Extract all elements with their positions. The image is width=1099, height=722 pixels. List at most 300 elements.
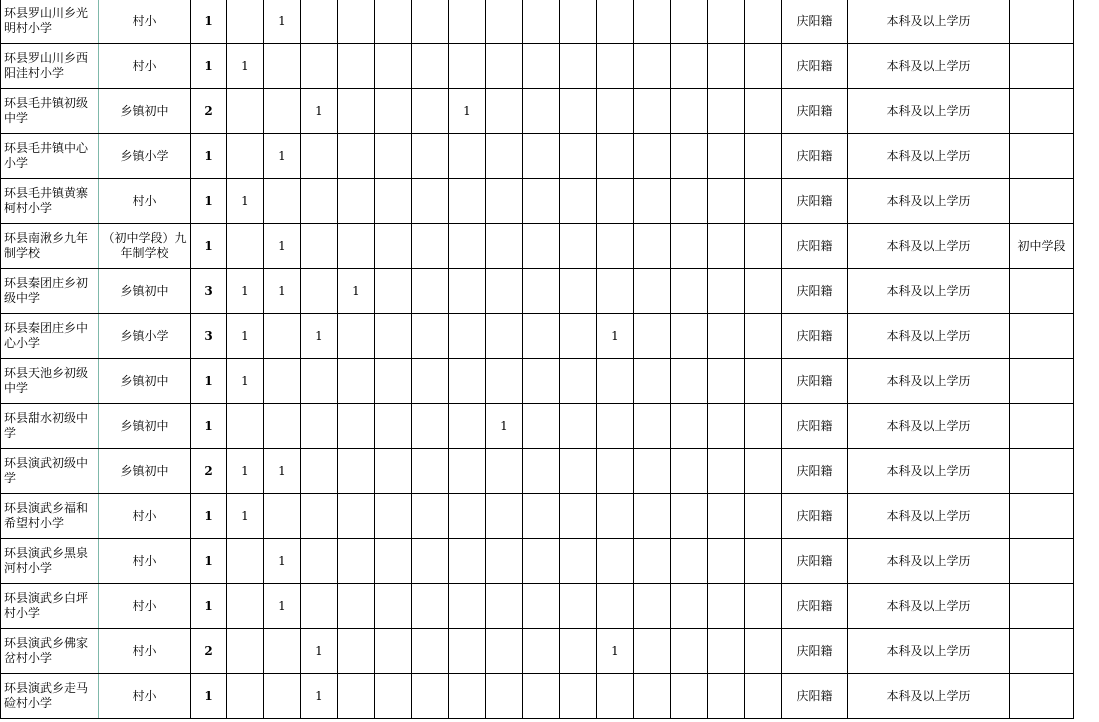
subject-count-cell[interactable] bbox=[523, 0, 560, 44]
subject-count-cell[interactable] bbox=[301, 494, 338, 539]
education-requirement-cell[interactable]: 本科及以上学历 bbox=[848, 269, 1010, 314]
subject-count-cell[interactable] bbox=[227, 224, 264, 269]
subject-count-cell[interactable] bbox=[560, 449, 597, 494]
subject-count-cell[interactable] bbox=[486, 89, 523, 134]
subject-count-cell[interactable] bbox=[634, 269, 671, 314]
subject-count-cell[interactable] bbox=[412, 404, 449, 449]
subject-count-cell[interactable] bbox=[227, 674, 264, 719]
subject-count-cell[interactable] bbox=[375, 179, 412, 224]
remark-cell[interactable] bbox=[1010, 674, 1074, 719]
subject-count-cell[interactable] bbox=[412, 134, 449, 179]
subject-count-cell[interactable] bbox=[375, 134, 412, 179]
school-name-cell[interactable]: 环县秦团庄乡中心小学 bbox=[1, 314, 99, 359]
subject-count-cell[interactable] bbox=[264, 314, 301, 359]
subject-count-cell[interactable] bbox=[708, 629, 745, 674]
subject-count-cell[interactable] bbox=[486, 674, 523, 719]
subject-count-cell[interactable] bbox=[375, 584, 412, 629]
subject-count-cell[interactable] bbox=[745, 674, 782, 719]
post-count-cell[interactable]: 1 bbox=[191, 359, 227, 404]
subject-count-cell[interactable] bbox=[301, 224, 338, 269]
subject-count-cell[interactable] bbox=[338, 89, 375, 134]
school-type-cell[interactable]: 村小 bbox=[99, 179, 191, 224]
subject-count-cell[interactable] bbox=[523, 584, 560, 629]
subject-count-cell[interactable] bbox=[597, 539, 634, 584]
subject-count-cell[interactable] bbox=[560, 179, 597, 224]
subject-count-cell[interactable] bbox=[449, 359, 486, 404]
subject-count-cell[interactable] bbox=[523, 359, 560, 404]
school-type-cell[interactable]: 乡镇初中 bbox=[99, 404, 191, 449]
subject-count-cell[interactable] bbox=[671, 629, 708, 674]
education-requirement-cell[interactable]: 本科及以上学历 bbox=[848, 404, 1010, 449]
subject-count-cell[interactable] bbox=[745, 629, 782, 674]
subject-count-cell[interactable] bbox=[745, 44, 782, 89]
subject-count-cell[interactable] bbox=[708, 674, 745, 719]
subject-count-cell[interactable]: 1 bbox=[486, 404, 523, 449]
subject-count-cell[interactable] bbox=[523, 44, 560, 89]
household-origin-cell[interactable]: 庆阳籍 bbox=[782, 314, 848, 359]
subject-count-cell[interactable] bbox=[634, 674, 671, 719]
post-count-cell[interactable]: 2 bbox=[191, 89, 227, 134]
subject-count-cell[interactable] bbox=[560, 44, 597, 89]
school-name-cell[interactable]: 环县罗山川乡光明村小学 bbox=[1, 0, 99, 44]
subject-count-cell[interactable] bbox=[412, 674, 449, 719]
education-requirement-cell[interactable]: 本科及以上学历 bbox=[848, 584, 1010, 629]
subject-count-cell[interactable] bbox=[227, 539, 264, 584]
school-name-cell[interactable]: 环县天池乡初级中学 bbox=[1, 359, 99, 404]
post-count-cell[interactable]: 1 bbox=[191, 404, 227, 449]
household-origin-cell[interactable]: 庆阳籍 bbox=[782, 224, 848, 269]
subject-count-cell[interactable] bbox=[708, 404, 745, 449]
subject-count-cell[interactable]: 1 bbox=[597, 314, 634, 359]
education-requirement-cell[interactable]: 本科及以上学历 bbox=[848, 179, 1010, 224]
subject-count-cell[interactable] bbox=[634, 44, 671, 89]
subject-count-cell[interactable]: 1 bbox=[227, 179, 264, 224]
school-name-cell[interactable]: 环县演武乡佛家岔村小学 bbox=[1, 629, 99, 674]
school-type-cell[interactable]: 村小 bbox=[99, 629, 191, 674]
subject-count-cell[interactable] bbox=[634, 539, 671, 584]
education-requirement-cell[interactable]: 本科及以上学历 bbox=[848, 494, 1010, 539]
subject-count-cell[interactable] bbox=[560, 224, 597, 269]
subject-count-cell[interactable] bbox=[412, 0, 449, 44]
subject-count-cell[interactable] bbox=[597, 89, 634, 134]
subject-count-cell[interactable] bbox=[634, 224, 671, 269]
subject-count-cell[interactable] bbox=[375, 89, 412, 134]
subject-count-cell[interactable] bbox=[745, 224, 782, 269]
remark-cell[interactable] bbox=[1010, 269, 1074, 314]
subject-count-cell[interactable] bbox=[338, 314, 375, 359]
subject-count-cell[interactable] bbox=[412, 584, 449, 629]
subject-count-cell[interactable]: 1 bbox=[264, 539, 301, 584]
post-count-cell[interactable]: 1 bbox=[191, 584, 227, 629]
subject-count-cell[interactable]: 1 bbox=[301, 314, 338, 359]
subject-count-cell[interactable] bbox=[597, 404, 634, 449]
school-type-cell[interactable]: 村小 bbox=[99, 0, 191, 44]
subject-count-cell[interactable] bbox=[597, 179, 634, 224]
subject-count-cell[interactable] bbox=[375, 314, 412, 359]
subject-count-cell[interactable] bbox=[449, 179, 486, 224]
subject-count-cell[interactable] bbox=[449, 314, 486, 359]
post-count-cell[interactable]: 2 bbox=[191, 629, 227, 674]
school-name-cell[interactable]: 环县演武乡福和希望村小学 bbox=[1, 494, 99, 539]
household-origin-cell[interactable]: 庆阳籍 bbox=[782, 674, 848, 719]
subject-count-cell[interactable]: 1 bbox=[227, 44, 264, 89]
subject-count-cell[interactable] bbox=[708, 134, 745, 179]
remark-cell[interactable] bbox=[1010, 359, 1074, 404]
subject-count-cell[interactable]: 1 bbox=[264, 134, 301, 179]
school-type-cell[interactable]: 村小 bbox=[99, 44, 191, 89]
subject-count-cell[interactable] bbox=[523, 629, 560, 674]
subject-count-cell[interactable] bbox=[560, 539, 597, 584]
subject-count-cell[interactable] bbox=[634, 179, 671, 224]
household-origin-cell[interactable]: 庆阳籍 bbox=[782, 44, 848, 89]
post-count-cell[interactable]: 1 bbox=[191, 494, 227, 539]
subject-count-cell[interactable] bbox=[523, 134, 560, 179]
subject-count-cell[interactable] bbox=[634, 359, 671, 404]
subject-count-cell[interactable] bbox=[338, 539, 375, 584]
remark-cell[interactable] bbox=[1010, 449, 1074, 494]
subject-count-cell[interactable] bbox=[486, 359, 523, 404]
subject-count-cell[interactable]: 1 bbox=[264, 224, 301, 269]
subject-count-cell[interactable] bbox=[523, 449, 560, 494]
subject-count-cell[interactable] bbox=[708, 89, 745, 134]
subject-count-cell[interactable] bbox=[486, 494, 523, 539]
subject-count-cell[interactable] bbox=[486, 179, 523, 224]
remark-cell[interactable] bbox=[1010, 44, 1074, 89]
subject-count-cell[interactable]: 1 bbox=[264, 0, 301, 44]
post-count-cell[interactable]: 2 bbox=[191, 449, 227, 494]
subject-count-cell[interactable] bbox=[560, 674, 597, 719]
remark-cell[interactable] bbox=[1010, 539, 1074, 584]
subject-count-cell[interactable] bbox=[301, 404, 338, 449]
subject-count-cell[interactable] bbox=[412, 494, 449, 539]
subject-count-cell[interactable] bbox=[375, 44, 412, 89]
subject-count-cell[interactable] bbox=[560, 0, 597, 44]
household-origin-cell[interactable]: 庆阳籍 bbox=[782, 539, 848, 584]
education-requirement-cell[interactable]: 本科及以上学历 bbox=[848, 629, 1010, 674]
subject-count-cell[interactable]: 1 bbox=[301, 674, 338, 719]
post-count-cell[interactable]: 1 bbox=[191, 0, 227, 44]
subject-count-cell[interactable] bbox=[412, 449, 449, 494]
school-type-cell[interactable]: 乡镇初中 bbox=[99, 449, 191, 494]
subject-count-cell[interactable] bbox=[708, 584, 745, 629]
subject-count-cell[interactable] bbox=[301, 0, 338, 44]
subject-count-cell[interactable] bbox=[338, 674, 375, 719]
subject-count-cell[interactable] bbox=[597, 134, 634, 179]
education-requirement-cell[interactable]: 本科及以上学历 bbox=[848, 44, 1010, 89]
subject-count-cell[interactable] bbox=[227, 629, 264, 674]
household-origin-cell[interactable]: 庆阳籍 bbox=[782, 404, 848, 449]
subject-count-cell[interactable] bbox=[708, 224, 745, 269]
remark-cell[interactable]: 初中学段 bbox=[1010, 224, 1074, 269]
subject-count-cell[interactable] bbox=[227, 404, 264, 449]
subject-count-cell[interactable] bbox=[227, 89, 264, 134]
school-name-cell[interactable]: 环县秦团庄乡初级中学 bbox=[1, 269, 99, 314]
subject-count-cell[interactable]: 1 bbox=[264, 449, 301, 494]
post-count-cell[interactable]: 1 bbox=[191, 674, 227, 719]
remark-cell[interactable] bbox=[1010, 584, 1074, 629]
subject-count-cell[interactable] bbox=[671, 179, 708, 224]
subject-count-cell[interactable] bbox=[375, 0, 412, 44]
subject-count-cell[interactable] bbox=[634, 134, 671, 179]
subject-count-cell[interactable] bbox=[375, 674, 412, 719]
subject-count-cell[interactable] bbox=[449, 584, 486, 629]
subject-count-cell[interactable] bbox=[745, 89, 782, 134]
subject-count-cell[interactable] bbox=[412, 224, 449, 269]
household-origin-cell[interactable]: 庆阳籍 bbox=[782, 269, 848, 314]
subject-count-cell[interactable] bbox=[486, 314, 523, 359]
subject-count-cell[interactable] bbox=[301, 449, 338, 494]
subject-count-cell[interactable] bbox=[412, 89, 449, 134]
subject-count-cell[interactable] bbox=[745, 269, 782, 314]
education-requirement-cell[interactable]: 本科及以上学历 bbox=[848, 314, 1010, 359]
subject-count-cell[interactable] bbox=[449, 674, 486, 719]
remark-cell[interactable] bbox=[1010, 404, 1074, 449]
subject-count-cell[interactable] bbox=[264, 674, 301, 719]
school-name-cell[interactable]: 环县演武乡黑泉河村小学 bbox=[1, 539, 99, 584]
subject-count-cell[interactable] bbox=[745, 539, 782, 584]
subject-count-cell[interactable] bbox=[597, 0, 634, 44]
subject-count-cell[interactable] bbox=[671, 0, 708, 44]
subject-count-cell[interactable] bbox=[338, 449, 375, 494]
subject-count-cell[interactable] bbox=[634, 404, 671, 449]
subject-count-cell[interactable] bbox=[449, 449, 486, 494]
school-type-cell[interactable]: 村小 bbox=[99, 539, 191, 584]
subject-count-cell[interactable] bbox=[412, 269, 449, 314]
subject-count-cell[interactable] bbox=[745, 314, 782, 359]
education-requirement-cell[interactable]: 本科及以上学历 bbox=[848, 539, 1010, 584]
subject-count-cell[interactable] bbox=[671, 404, 708, 449]
subject-count-cell[interactable] bbox=[708, 179, 745, 224]
school-name-cell[interactable]: 环县罗山川乡西阳洼村小学 bbox=[1, 44, 99, 89]
subject-count-cell[interactable] bbox=[375, 404, 412, 449]
subject-count-cell[interactable] bbox=[560, 134, 597, 179]
subject-count-cell[interactable] bbox=[301, 539, 338, 584]
school-type-cell[interactable]: 村小 bbox=[99, 494, 191, 539]
subject-count-cell[interactable] bbox=[523, 179, 560, 224]
subject-count-cell[interactable] bbox=[671, 584, 708, 629]
subject-count-cell[interactable] bbox=[745, 494, 782, 539]
subject-count-cell[interactable] bbox=[671, 89, 708, 134]
subject-count-cell[interactable] bbox=[708, 269, 745, 314]
household-origin-cell[interactable]: 庆阳籍 bbox=[782, 584, 848, 629]
subject-count-cell[interactable] bbox=[671, 449, 708, 494]
subject-count-cell[interactable] bbox=[597, 224, 634, 269]
subject-count-cell[interactable] bbox=[671, 359, 708, 404]
subject-count-cell[interactable] bbox=[449, 494, 486, 539]
subject-count-cell[interactable] bbox=[486, 629, 523, 674]
subject-count-cell[interactable] bbox=[634, 629, 671, 674]
post-count-cell[interactable]: 3 bbox=[191, 269, 227, 314]
subject-count-cell[interactable] bbox=[745, 359, 782, 404]
subject-count-cell[interactable] bbox=[301, 269, 338, 314]
subject-count-cell[interactable] bbox=[338, 179, 375, 224]
subject-count-cell[interactable] bbox=[227, 0, 264, 44]
subject-count-cell[interactable] bbox=[486, 44, 523, 89]
subject-count-cell[interactable] bbox=[264, 89, 301, 134]
remark-cell[interactable] bbox=[1010, 89, 1074, 134]
subject-count-cell[interactable] bbox=[523, 314, 560, 359]
subject-count-cell[interactable] bbox=[745, 584, 782, 629]
subject-count-cell[interactable] bbox=[597, 269, 634, 314]
household-origin-cell[interactable]: 庆阳籍 bbox=[782, 629, 848, 674]
school-name-cell[interactable]: 环县演武乡走马硷村小学 bbox=[1, 674, 99, 719]
subject-count-cell[interactable] bbox=[338, 0, 375, 44]
subject-count-cell[interactable] bbox=[264, 179, 301, 224]
subject-count-cell[interactable] bbox=[597, 449, 634, 494]
subject-count-cell[interactable] bbox=[523, 224, 560, 269]
school-name-cell[interactable]: 环县甜水初级中学 bbox=[1, 404, 99, 449]
household-origin-cell[interactable]: 庆阳籍 bbox=[782, 494, 848, 539]
subject-count-cell[interactable] bbox=[671, 494, 708, 539]
subject-count-cell[interactable] bbox=[523, 494, 560, 539]
subject-count-cell[interactable] bbox=[375, 224, 412, 269]
household-origin-cell[interactable]: 庆阳籍 bbox=[782, 179, 848, 224]
school-type-cell[interactable]: 村小 bbox=[99, 584, 191, 629]
education-requirement-cell[interactable]: 本科及以上学历 bbox=[848, 674, 1010, 719]
school-type-cell[interactable]: 乡镇初中 bbox=[99, 359, 191, 404]
subject-count-cell[interactable] bbox=[671, 269, 708, 314]
subject-count-cell[interactable] bbox=[634, 449, 671, 494]
post-count-cell[interactable]: 1 bbox=[191, 179, 227, 224]
subject-count-cell[interactable] bbox=[708, 449, 745, 494]
subject-count-cell[interactable] bbox=[301, 359, 338, 404]
education-requirement-cell[interactable]: 本科及以上学历 bbox=[848, 89, 1010, 134]
subject-count-cell[interactable] bbox=[634, 314, 671, 359]
subject-count-cell[interactable] bbox=[597, 44, 634, 89]
subject-count-cell[interactable] bbox=[338, 359, 375, 404]
remark-cell[interactable] bbox=[1010, 629, 1074, 674]
subject-count-cell[interactable] bbox=[264, 494, 301, 539]
subject-count-cell[interactable] bbox=[412, 359, 449, 404]
subject-count-cell[interactable] bbox=[449, 269, 486, 314]
subject-count-cell[interactable] bbox=[560, 584, 597, 629]
subject-count-cell[interactable] bbox=[338, 224, 375, 269]
subject-count-cell[interactable] bbox=[597, 494, 634, 539]
subject-count-cell[interactable] bbox=[412, 629, 449, 674]
subject-count-cell[interactable] bbox=[634, 584, 671, 629]
subject-count-cell[interactable] bbox=[449, 0, 486, 44]
subject-count-cell[interactable] bbox=[560, 359, 597, 404]
post-count-cell[interactable]: 3 bbox=[191, 314, 227, 359]
school-name-cell[interactable]: 环县演武初级中学 bbox=[1, 449, 99, 494]
subject-count-cell[interactable] bbox=[227, 584, 264, 629]
school-name-cell[interactable]: 环县毛井镇黄寨柯村小学 bbox=[1, 179, 99, 224]
household-origin-cell[interactable]: 庆阳籍 bbox=[782, 89, 848, 134]
subject-count-cell[interactable] bbox=[523, 89, 560, 134]
remark-cell[interactable] bbox=[1010, 494, 1074, 539]
subject-count-cell[interactable] bbox=[301, 179, 338, 224]
subject-count-cell[interactable] bbox=[375, 629, 412, 674]
subject-count-cell[interactable] bbox=[597, 584, 634, 629]
subject-count-cell[interactable] bbox=[523, 269, 560, 314]
subject-count-cell[interactable] bbox=[264, 44, 301, 89]
education-requirement-cell[interactable]: 本科及以上学历 bbox=[848, 134, 1010, 179]
education-requirement-cell[interactable]: 本科及以上学历 bbox=[848, 359, 1010, 404]
subject-count-cell[interactable] bbox=[634, 494, 671, 539]
remark-cell[interactable] bbox=[1010, 314, 1074, 359]
subject-count-cell[interactable]: 1 bbox=[301, 629, 338, 674]
subject-count-cell[interactable] bbox=[264, 629, 301, 674]
subject-count-cell[interactable] bbox=[708, 0, 745, 44]
subject-count-cell[interactable]: 1 bbox=[264, 269, 301, 314]
subject-count-cell[interactable] bbox=[449, 44, 486, 89]
post-count-cell[interactable]: 1 bbox=[191, 44, 227, 89]
subject-count-cell[interactable] bbox=[560, 404, 597, 449]
subject-count-cell[interactable] bbox=[745, 404, 782, 449]
subject-count-cell[interactable]: 1 bbox=[338, 269, 375, 314]
school-type-cell[interactable]: （初中学段）九年制学校 bbox=[99, 224, 191, 269]
subject-count-cell[interactable]: 1 bbox=[227, 359, 264, 404]
subject-count-cell[interactable] bbox=[671, 674, 708, 719]
subject-count-cell[interactable] bbox=[412, 314, 449, 359]
subject-count-cell[interactable] bbox=[301, 44, 338, 89]
subject-count-cell[interactable] bbox=[301, 584, 338, 629]
subject-count-cell[interactable]: 1 bbox=[264, 584, 301, 629]
subject-count-cell[interactable] bbox=[449, 629, 486, 674]
school-name-cell[interactable]: 环县南湫乡九年制学校 bbox=[1, 224, 99, 269]
school-type-cell[interactable]: 乡镇初中 bbox=[99, 89, 191, 134]
remark-cell[interactable] bbox=[1010, 134, 1074, 179]
subject-count-cell[interactable]: 1 bbox=[227, 449, 264, 494]
subject-count-cell[interactable] bbox=[708, 314, 745, 359]
subject-count-cell[interactable] bbox=[745, 134, 782, 179]
subject-count-cell[interactable] bbox=[412, 539, 449, 584]
household-origin-cell[interactable]: 庆阳籍 bbox=[782, 0, 848, 44]
subject-count-cell[interactable] bbox=[708, 494, 745, 539]
subject-count-cell[interactable] bbox=[671, 134, 708, 179]
subject-count-cell[interactable] bbox=[486, 269, 523, 314]
school-type-cell[interactable]: 乡镇小学 bbox=[99, 314, 191, 359]
subject-count-cell[interactable] bbox=[560, 269, 597, 314]
subject-count-cell[interactable] bbox=[264, 359, 301, 404]
subject-count-cell[interactable] bbox=[486, 449, 523, 494]
subject-count-cell[interactable] bbox=[708, 539, 745, 584]
subject-count-cell[interactable] bbox=[338, 584, 375, 629]
subject-count-cell[interactable] bbox=[375, 539, 412, 584]
subject-count-cell[interactable] bbox=[708, 359, 745, 404]
subject-count-cell[interactable] bbox=[671, 539, 708, 584]
school-type-cell[interactable]: 乡镇小学 bbox=[99, 134, 191, 179]
subject-count-cell[interactable]: 1 bbox=[449, 89, 486, 134]
school-name-cell[interactable]: 环县毛井镇初级中学 bbox=[1, 89, 99, 134]
post-count-cell[interactable]: 1 bbox=[191, 134, 227, 179]
subject-count-cell[interactable] bbox=[486, 0, 523, 44]
subject-count-cell[interactable] bbox=[375, 359, 412, 404]
subject-count-cell[interactable]: 1 bbox=[301, 89, 338, 134]
subject-count-cell[interactable] bbox=[560, 89, 597, 134]
school-type-cell[interactable]: 乡镇初中 bbox=[99, 269, 191, 314]
subject-count-cell[interactable] bbox=[671, 314, 708, 359]
subject-count-cell[interactable] bbox=[745, 449, 782, 494]
subject-count-cell[interactable] bbox=[338, 629, 375, 674]
school-name-cell[interactable]: 环县演武乡白坪村小学 bbox=[1, 584, 99, 629]
subject-count-cell[interactable] bbox=[523, 404, 560, 449]
subject-count-cell[interactable] bbox=[338, 44, 375, 89]
subject-count-cell[interactable] bbox=[338, 494, 375, 539]
subject-count-cell[interactable] bbox=[227, 134, 264, 179]
subject-count-cell[interactable] bbox=[597, 674, 634, 719]
post-count-cell[interactable]: 1 bbox=[191, 539, 227, 584]
household-origin-cell[interactable]: 庆阳籍 bbox=[782, 134, 848, 179]
subject-count-cell[interactable] bbox=[338, 134, 375, 179]
subject-count-cell[interactable] bbox=[449, 224, 486, 269]
post-count-cell[interactable]: 1 bbox=[191, 224, 227, 269]
subject-count-cell[interactable] bbox=[745, 179, 782, 224]
subject-count-cell[interactable]: 1 bbox=[227, 314, 264, 359]
subject-count-cell[interactable] bbox=[412, 179, 449, 224]
subject-count-cell[interactable] bbox=[486, 224, 523, 269]
household-origin-cell[interactable]: 庆阳籍 bbox=[782, 359, 848, 404]
